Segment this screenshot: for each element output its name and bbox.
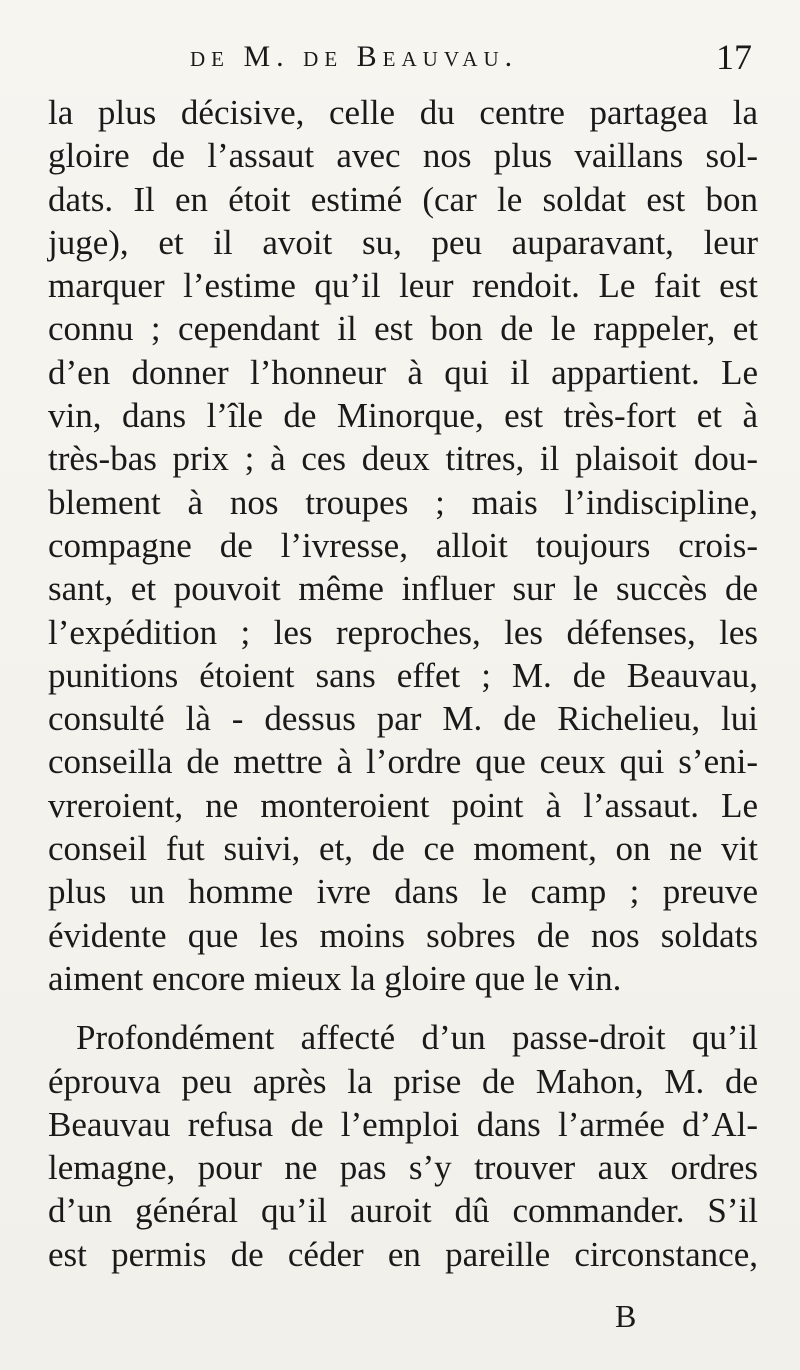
text-line: d’en donner l’honneur à qui il appartient. Le (48, 352, 758, 392)
text-line: plus un homme ivre dans le camp ; preuve (48, 872, 758, 912)
signature-mark: B (615, 1298, 637, 1334)
text-line: très-bas prix ; à ces deux titres, il plaisoit dou- (48, 439, 758, 479)
text-line: est permis de céder en pareille circonstance, (48, 1234, 758, 1274)
text-line: d’un général qu’il auroit dû commander. S’il (48, 1191, 758, 1231)
paragraph-2 (48, 1016, 758, 1276)
text-line: marquer l’estime qu’il leur rendoit. Le fait est (48, 266, 758, 306)
body-text (48, 91, 758, 1276)
text-line: connu ; cependant il est bon de le rappeler, et (48, 309, 758, 349)
text-line: la plus décisive, celle du centre partagea la (48, 93, 758, 132)
text-line: juge), et il avoit su, peu auparavant, leur (48, 222, 758, 262)
text-line: conseil fut suivi, et, de ce moment, on ne vit (48, 829, 758, 869)
text-line: gloire de l’assaut avec nos plus vaillans sol- (48, 136, 758, 176)
text-line: vreroient, ne monteroient point à l’assaut. Le (48, 785, 758, 825)
text-line: Profondément affecté d’un passe-droit qu’il (76, 1018, 758, 1058)
paragraph-1 (48, 91, 758, 1000)
text-line: consulté là - dessus par M. de Richelieu, lui (48, 699, 758, 739)
text-line: vin, dans l’île de Minorque, est très-fort et à (48, 396, 758, 436)
text-line: l’expédition ; les reproches, les défenses, les (48, 612, 758, 652)
text-line: évidente que les moins sobres de nos soldats (48, 915, 758, 955)
text-line: dats. Il en étoit estimé (car le soldat est bon (48, 179, 758, 219)
running-title: de M. de Beauvau. (190, 40, 519, 73)
text-line: punitions étoient sans effet ; M. de Beauvau, (48, 655, 758, 695)
text-line: éprouva peu après la prise de Mahon, M. de (48, 1061, 758, 1101)
text-line: Beauvau refusa de l’emploi dans l’armée d’Al- (48, 1104, 758, 1144)
text-line: blement à nos troupes ; mais l’indiscipline, (48, 482, 758, 522)
text-line: compagne de l’ivresse, alloit toujours crois- (48, 525, 758, 565)
text-line: sant, et pouvoit même influer sur le succès de (48, 569, 758, 609)
page-number: 17 (716, 37, 752, 77)
text-line: aiment encore mieux la gloire que le vin. (48, 958, 622, 998)
text-line: lemagne, pour ne pas s’y trouver aux ordres (48, 1148, 758, 1188)
text-line: conseilla de mettre à l’ordre que ceux qui s’eni- (48, 742, 758, 782)
